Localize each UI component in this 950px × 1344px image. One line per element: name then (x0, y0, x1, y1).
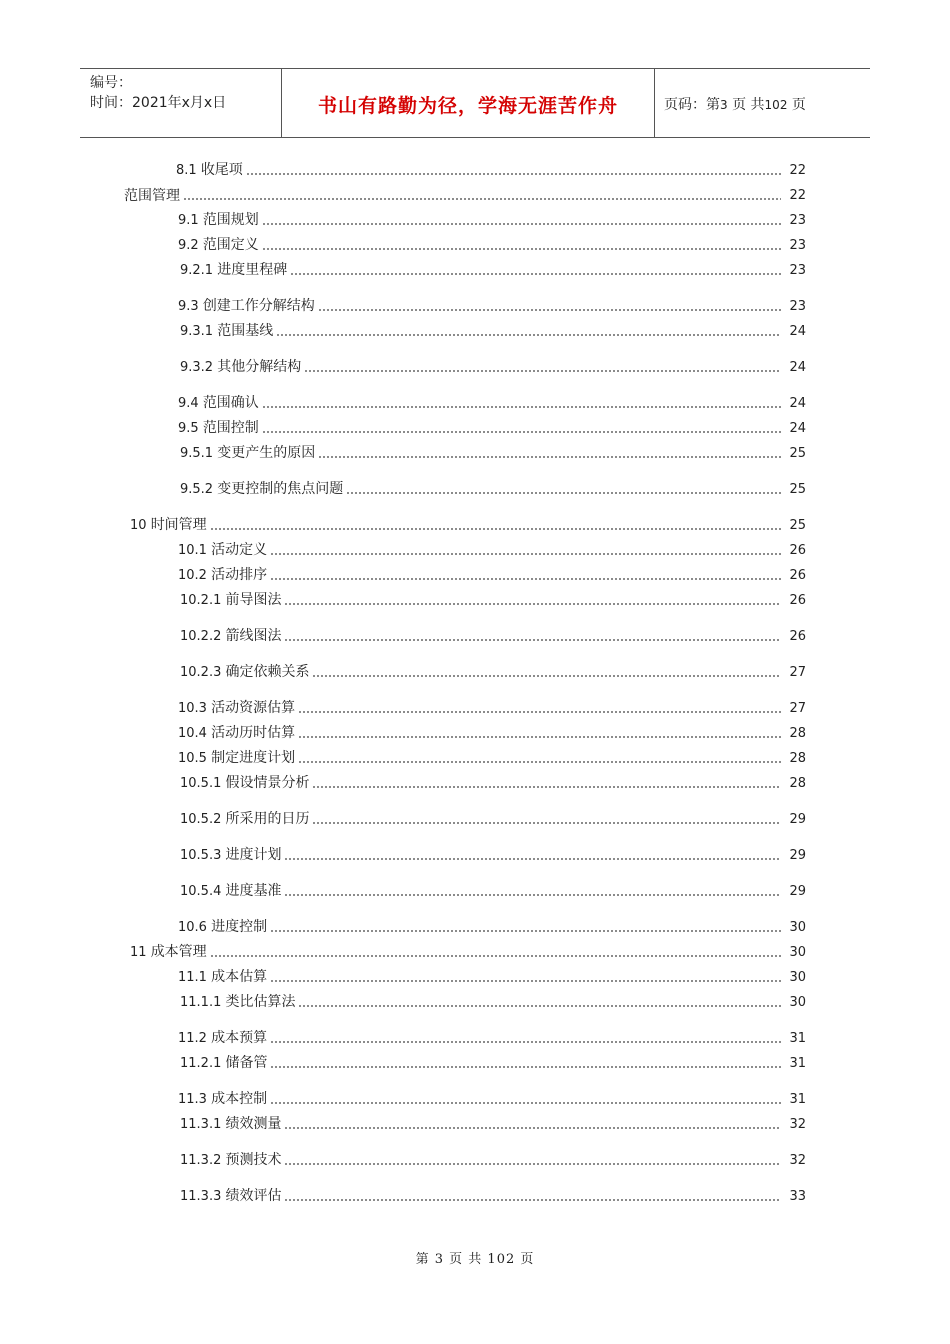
toc-entry-label (178, 918, 267, 937)
dot-leader (312, 674, 781, 678)
toc-entry-page: 25 (789, 446, 806, 461)
toc-entry-number: 9.1 (178, 213, 203, 228)
toc-entry-title: 范围定义 (202, 237, 259, 253)
dot-leader (290, 272, 781, 276)
toc-entry-page: 29 (789, 848, 806, 863)
dot-leader (346, 491, 781, 495)
dot-leader (304, 369, 781, 373)
toc-entry-title: 活动排序 (211, 567, 268, 583)
dot-leader (284, 1162, 781, 1166)
dot-leader (284, 857, 781, 861)
toc-entry-page: 22 (789, 188, 806, 203)
toc-entry-title: 绩效评估 (225, 1188, 282, 1204)
toc-entry[interactable] (180, 773, 806, 793)
dot-leader (270, 1065, 781, 1069)
dot-leader (246, 172, 781, 176)
toc-entry-label (180, 444, 315, 463)
toc-entry-title: 确定依赖关系 (225, 664, 310, 680)
toc-entry-number: 11.3.1 (180, 1117, 226, 1132)
toc-entry-number: 11.3.2 (180, 1153, 226, 1168)
toc-entry-number: 10.5.3 (180, 848, 226, 863)
toc-entry-title: 其他分解结构 (217, 359, 302, 375)
toc-entry-label (178, 541, 267, 560)
toc-entry-page: 29 (789, 812, 806, 827)
toc-entry-page: 32 (789, 1153, 806, 1168)
header-page-number: 页码：第3 页 共102 页 (664, 97, 806, 113)
toc-entry-label (178, 968, 267, 987)
toc-entry-number: 10.5.4 (180, 884, 226, 899)
toc-entry-number: 9.5 (178, 421, 203, 436)
toc-entry-page: 28 (789, 726, 806, 741)
toc-entry[interactable] (178, 565, 806, 585)
dot-leader (298, 760, 781, 764)
toc-entry-page: 26 (789, 629, 806, 644)
toc-entry-number: 9.5.2 (180, 482, 218, 497)
toc-entry-label (180, 1151, 281, 1170)
toc-entry-page: 31 (789, 1031, 806, 1046)
dot-leader (210, 527, 781, 531)
toc-entry-label (180, 1187, 281, 1206)
toc-entry-page: 30 (789, 945, 806, 960)
toc-entry-label (178, 236, 259, 255)
toc-entry-title: 收尾项 (200, 162, 243, 178)
toc-entry-label (180, 774, 309, 793)
toc-entry-number: 9.3.1 (180, 324, 218, 339)
toc-entry[interactable] (178, 393, 806, 413)
toc-entry-page: 24 (789, 396, 806, 411)
toc-entry-label (178, 1029, 267, 1048)
toc-entry-label (180, 1115, 281, 1134)
toc-entry-page: 27 (789, 701, 806, 716)
toc-entry-number: 9.5.1 (180, 446, 218, 461)
toc-entry-title: 创建工作分解结构 (202, 298, 315, 314)
toc-entry-page: 33 (789, 1189, 806, 1204)
toc-entry-label (178, 699, 295, 718)
header-motto: 书山有路勤为径，学海无涯苦作舟 (317, 95, 618, 117)
toc-entry[interactable] (178, 723, 806, 743)
toc-entry-title: 变更产生的原因 (217, 445, 316, 461)
toc-entry-label (180, 261, 287, 280)
toc-entry-page: 23 (789, 213, 806, 228)
toc-entry[interactable] (180, 662, 806, 682)
toc-entry[interactable] (178, 1089, 806, 1109)
toc-entry-title: 范围基线 (217, 323, 274, 339)
toc-entry-title: 前导图法 (225, 592, 282, 608)
toc-entry-number: 10.2 (178, 568, 212, 583)
toc-entry-title: 制定进度计划 (211, 750, 296, 766)
toc-entry[interactable] (178, 698, 806, 718)
toc-entry-label (178, 566, 267, 585)
toc-entry[interactable] (178, 967, 806, 987)
toc-entry-number: 11.3 (178, 1092, 212, 1107)
dot-leader (318, 455, 781, 459)
toc-entry[interactable] (180, 1053, 806, 1073)
toc-entry-number: 11.3.3 (180, 1189, 226, 1204)
toc-entry-title: 成本估算 (211, 969, 268, 985)
toc-entry-title: 箭线图法 (225, 628, 282, 644)
toc-entry-label (180, 810, 309, 829)
toc-entry-label (180, 322, 273, 341)
toc-entry-label (130, 943, 207, 962)
toc-entry-page: 26 (789, 593, 806, 608)
toc-entry[interactable] (180, 1150, 806, 1170)
toc-entry-label (178, 297, 315, 316)
toc-entry-label (178, 394, 259, 413)
toc-entry[interactable] (130, 515, 806, 535)
dot-leader (284, 638, 781, 642)
toc-entry-label (178, 1090, 267, 1109)
toc-entry-page: 24 (789, 421, 806, 436)
dot-leader (298, 1004, 781, 1008)
toc-entry-title: 进度基准 (225, 883, 282, 899)
toc-entry-number: 10.2.2 (180, 629, 226, 644)
dot-leader (298, 710, 781, 714)
toc-entry-label (178, 749, 295, 768)
toc-entry-number: 10.3 (178, 701, 212, 716)
toc-entry-title: 成本预算 (211, 1030, 268, 1046)
toc-entry[interactable] (178, 540, 806, 560)
dot-leader (262, 405, 781, 409)
toc-entry[interactable] (178, 418, 806, 438)
toc-entry-label (180, 993, 295, 1012)
toc-entry-title: 时间管理 (150, 517, 207, 533)
toc-entry-number: 10.5 (178, 751, 212, 766)
dot-leader (318, 308, 781, 312)
toc-entry-number: 10.4 (178, 726, 212, 741)
toc-entry[interactable] (180, 260, 806, 280)
toc-entry-page: 25 (789, 518, 806, 533)
dot-leader (270, 552, 781, 556)
toc-entry-title: 所采用的日历 (225, 811, 310, 827)
toc-entry-page: 27 (789, 665, 806, 680)
toc-entry-page: 28 (789, 751, 806, 766)
toc-entry-number: 11.1 (178, 970, 212, 985)
toc-entry[interactable] (180, 845, 806, 865)
dot-leader (262, 430, 781, 434)
toc-entry-number: 10.1 (178, 543, 212, 558)
toc-entry-title: 预测技术 (225, 1152, 282, 1168)
toc-entry[interactable] (180, 1114, 806, 1134)
toc-entry[interactable] (180, 590, 806, 610)
dot-leader (270, 577, 781, 581)
toc-entry-number: 11.2 (178, 1031, 212, 1046)
toc-entry-label (180, 358, 301, 377)
dot-leader (262, 247, 781, 251)
toc-entry-number: 11.1.1 (180, 995, 226, 1010)
toc-entry-label (124, 187, 180, 205)
toc-entry-number: 9.3 (178, 299, 203, 314)
toc-entry-page: 26 (789, 568, 806, 583)
code-label: 编号： (90, 75, 132, 91)
toc-entry-label (180, 663, 309, 682)
toc-entry-number: 9.4 (178, 396, 203, 411)
toc-entry[interactable] (180, 443, 806, 463)
toc-entry-label (180, 846, 281, 865)
toc-entry[interactable] (178, 235, 806, 255)
toc-entry[interactable] (130, 942, 806, 962)
toc-entry-title: 假设情景分析 (225, 775, 310, 791)
toc-entry[interactable] (180, 809, 806, 829)
toc-entry[interactable] (178, 748, 806, 768)
toc-entry-page: 30 (789, 970, 806, 985)
toc-entry[interactable] (180, 479, 806, 499)
toc-entry-page: 24 (789, 360, 806, 375)
toc-entry-label (130, 516, 207, 535)
dot-leader (298, 735, 781, 739)
toc-entry[interactable] (178, 1028, 806, 1048)
dot-leader (270, 1101, 781, 1105)
toc-entry[interactable] (180, 992, 806, 1012)
toc-entry-page: 23 (789, 299, 806, 314)
toc-entry[interactable] (178, 296, 806, 316)
toc-entry[interactable] (124, 185, 806, 205)
date-label: 时间：2021年x月x日 (90, 95, 227, 111)
toc-entry-title: 范围规划 (202, 212, 259, 228)
toc-entry-page: 31 (789, 1056, 806, 1071)
toc-entry-number: 10.2.1 (180, 593, 226, 608)
toc-entry-label (178, 724, 295, 743)
toc-entry[interactable] (180, 321, 806, 341)
dot-leader (284, 1198, 781, 1202)
toc-entry[interactable] (180, 626, 806, 646)
toc-entry-page: 23 (789, 263, 806, 278)
toc-entry-title: 活动定义 (211, 542, 268, 558)
dot-leader (312, 785, 781, 789)
toc-entry-number: 10.5.1 (180, 776, 226, 791)
toc-entry[interactable] (180, 881, 806, 901)
toc-entry-title: 进度计划 (225, 847, 282, 863)
toc-entry-number: 9.3.2 (180, 360, 218, 375)
toc-entry-title: 类比估算法 (225, 994, 296, 1010)
toc-entry[interactable] (180, 357, 806, 377)
dot-leader (183, 197, 781, 201)
toc-entry-label (180, 627, 281, 646)
toc-entry-label (180, 480, 343, 499)
toc-entry-label (178, 419, 259, 438)
toc-entry-label (178, 211, 259, 230)
toc-entry-number: 10.5.2 (180, 812, 226, 827)
toc-entry-title: 储备管 (225, 1055, 268, 1071)
toc-entry-page: 28 (789, 776, 806, 791)
toc-entry-title: 活动历时估算 (211, 725, 296, 741)
toc-entry-page: 24 (789, 324, 806, 339)
toc-entry-page: 30 (789, 920, 806, 935)
toc-entry-title: 范围确认 (202, 395, 259, 411)
toc-entry-title: 绩效测量 (225, 1116, 282, 1132)
toc-entry[interactable] (178, 210, 806, 230)
toc-entry-label (180, 882, 281, 901)
toc-entry-title: 成本控制 (211, 1091, 268, 1107)
dot-leader (270, 929, 781, 933)
toc-entry-number: 10.2.3 (180, 665, 226, 680)
dot-leader (284, 893, 781, 897)
page-footer: 第 3 页 共 102 页 (415, 1252, 535, 1267)
dot-leader (270, 979, 781, 983)
toc-entry-title: 范围控制 (202, 420, 259, 436)
toc-entry[interactable] (178, 917, 806, 937)
toc-entry-number: 8.1 (176, 163, 201, 178)
toc-entry-page: 32 (789, 1117, 806, 1132)
toc-entry[interactable] (180, 1186, 806, 1206)
toc-entry-page: 30 (789, 995, 806, 1010)
toc-entry-number: 11.2.1 (180, 1056, 226, 1071)
dot-leader (284, 602, 781, 606)
dot-leader (276, 333, 781, 337)
toc-entry-page: 22 (789, 163, 806, 178)
toc-entry-page: 26 (789, 543, 806, 558)
toc-entry-title: 成本管理 (150, 944, 207, 960)
dot-leader (270, 1040, 781, 1044)
toc-entry-number: 9.2.1 (180, 263, 218, 278)
toc-entry-page: 31 (789, 1092, 806, 1107)
toc-entry-title: 范围管理 (124, 188, 180, 204)
toc-entry[interactable] (176, 160, 806, 180)
toc-entry-label (176, 161, 243, 180)
toc-entry-number: 11 (130, 945, 151, 960)
toc-entry-number: 9.2 (178, 238, 203, 253)
toc-entry-title: 进度控制 (211, 919, 268, 935)
toc-entry-page: 29 (789, 884, 806, 899)
toc-entry-page: 25 (789, 482, 806, 497)
dot-leader (210, 954, 781, 958)
toc-entry-title: 变更控制的焦点问题 (217, 481, 344, 497)
toc-entry-number: 10.6 (178, 920, 212, 935)
toc-entry-title: 活动资源估算 (211, 700, 296, 716)
toc-entry-number: 10 (130, 518, 151, 533)
toc-entry-page: 23 (789, 238, 806, 253)
dot-leader (284, 1126, 781, 1130)
dot-leader (262, 222, 781, 226)
toc-entry-title: 进度里程碑 (217, 262, 288, 278)
dot-leader (312, 821, 781, 825)
toc-entry-label (180, 1054, 267, 1073)
toc-entry-label (180, 591, 281, 610)
